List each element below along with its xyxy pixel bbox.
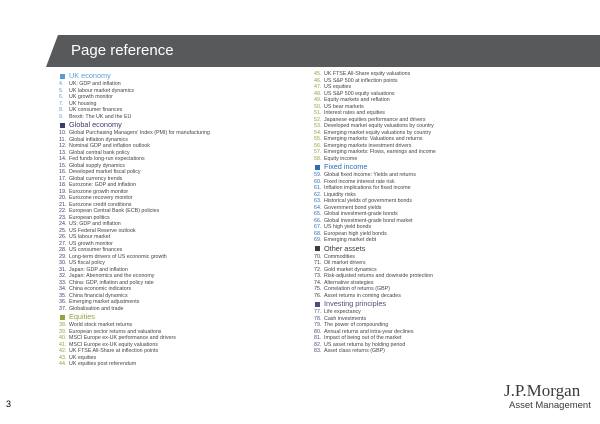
item-title: Global investment-grade bonds: [324, 211, 398, 217]
item-title: Nominal GDP and inflation outlook: [69, 143, 150, 149]
item-title: Fixed income interest rate risk: [324, 178, 395, 185]
page-num: 75.: [314, 286, 322, 292]
item-title: World stock market returns: [69, 322, 133, 328]
page-num: 19.: [59, 188, 67, 195]
section-other-assets: [314, 244, 574, 300]
page-num: 7.: [59, 100, 64, 107]
item-title: European sector returns and valuations: [69, 328, 162, 335]
page-num: 31.: [59, 266, 67, 273]
item-title: Life expectancy: [324, 309, 361, 315]
page-num: 42.: [59, 348, 67, 354]
section-title: Other assets: [324, 243, 366, 253]
item-title: Brexit: The UK and the EU: [69, 113, 132, 120]
page-num: 50.: [314, 103, 322, 110]
item-title: China economic indicators: [69, 286, 132, 292]
item-title: UK housing: [69, 100, 97, 107]
page-num: 25.: [59, 227, 67, 234]
page-title: Page reference: [71, 42, 174, 59]
item-title: Government bond yields: [324, 204, 382, 211]
page-num: 40.: [59, 335, 67, 341]
section-heading: [59, 312, 319, 322]
item-title: China financial dynamics: [69, 292, 128, 299]
item-title: Eurozone growth monitor: [69, 188, 129, 195]
page-num: 5.: [59, 87, 64, 94]
item-title: US Federal Reserve outlook: [69, 227, 136, 234]
square-bullet-icon: [315, 302, 320, 307]
item-title: UK equities post referendum: [69, 361, 137, 367]
item-title: US equities: [324, 84, 352, 90]
section-fixed-income: [314, 162, 574, 244]
page-num: 23.: [59, 214, 67, 221]
item-title: European high yield bonds: [324, 230, 387, 237]
logo-subtitle: Asset Management: [509, 400, 591, 411]
page-num: 55.: [314, 136, 322, 142]
page-num: 17.: [59, 175, 67, 182]
square-bullet-icon: [315, 246, 320, 251]
jpmorgan-logo: J.P.Morgan: [504, 381, 581, 400]
item-title: UK consumer finances: [69, 107, 123, 113]
page-num: 69.: [314, 237, 322, 243]
item-title: Global fixed income: Yields and returns: [324, 172, 416, 178]
item-title: Risk-adjusted returns and downside protection: [324, 273, 433, 279]
item-title: Emerging markets: Valuations and returns: [324, 136, 423, 142]
item-title: Fed funds long-run expectations: [69, 156, 145, 162]
item-title: Inflation implications for fixed income: [324, 185, 411, 191]
page-num: 9.: [59, 113, 64, 120]
item-title: Historical yields of government bonds: [324, 198, 413, 204]
left-column: [59, 71, 319, 368]
page-num: 61.: [314, 185, 322, 191]
item-title: Impact of being out of the market: [324, 335, 402, 341]
section-investing-principles: [314, 299, 574, 355]
item-title: Developed market fiscal policy: [69, 169, 141, 175]
section-title: Equities: [69, 312, 95, 321]
page-num: 41.: [59, 341, 67, 348]
page-num: 67.: [314, 224, 322, 230]
item-title: Global central bank policy: [69, 149, 130, 156]
item-title: The power of compounding: [324, 322, 389, 328]
item-title: Global inflation dynamics: [69, 136, 128, 143]
page-num: 26.: [59, 234, 67, 240]
page-num: 70.: [314, 253, 322, 260]
page-num: 78.: [314, 315, 322, 322]
section-equities: [59, 312, 319, 368]
section-title: Investing principles: [324, 299, 387, 308]
page-num: 63.: [314, 198, 322, 204]
item-title: UK: GDP and inflation: [69, 81, 121, 87]
item-title: Annual returns and intra-year declines: [324, 328, 414, 335]
item-title: China: GDP, inflation and policy rate: [69, 279, 154, 286]
header-notch: [46, 35, 58, 67]
page-num: 58.: [314, 155, 322, 162]
page-num: 34.: [59, 286, 67, 292]
item-title: MSCI Europe ex-UK equity valuations: [69, 341, 158, 348]
page-num: 27.: [59, 240, 67, 247]
page-num: 33.: [59, 279, 67, 286]
item-title: US high yield bonds: [324, 224, 372, 230]
page-num: 54.: [314, 129, 322, 136]
page-number: 3: [6, 399, 12, 409]
page-num: 18.: [59, 182, 67, 188]
item-title: Developed market equity valuations by country: [324, 123, 434, 129]
item-title: US asset returns by holding period: [324, 341, 406, 348]
page-num: 82.: [314, 341, 322, 348]
section-global-economy: [59, 120, 319, 312]
page-num: 76.: [314, 292, 322, 299]
page-num: 46.: [314, 77, 322, 84]
page-num: 13.: [59, 149, 67, 156]
item-title: Oil market drivers: [324, 260, 366, 266]
item-title: Globalisation and trade: [69, 305, 124, 312]
page-num: 68.: [314, 230, 322, 237]
page-num: 44.: [59, 361, 67, 367]
page-num: 56.: [314, 142, 322, 149]
item-title: Global supply dynamics: [69, 162, 125, 169]
page-num: 39.: [59, 328, 67, 335]
item-title: Emerging market equity valuations by country: [324, 129, 432, 136]
square-bullet-icon: [60, 315, 65, 320]
item-title: US growth monitor: [69, 240, 113, 247]
page-num: 48.: [314, 90, 322, 97]
reference-item[interactable]: [314, 348, 574, 355]
page-num: 59.: [314, 172, 322, 178]
page-num: 71.: [314, 260, 322, 266]
square-bullet-icon: [315, 165, 320, 170]
item-title: Commodities: [324, 253, 355, 260]
item-title: UK labour market dynamics: [69, 87, 135, 94]
page-num: 45.: [314, 71, 322, 77]
page-num: 11.: [59, 136, 66, 143]
item-title: Asset returns in coming decades: [324, 292, 401, 299]
page-num: 81.: [314, 335, 322, 341]
page-num: 64.: [314, 204, 322, 211]
page-num: 8.: [59, 107, 64, 113]
page-num: 53.: [314, 123, 322, 129]
item-title: Correlation of returns (GBP): [324, 286, 390, 292]
page-num: 49.: [314, 97, 322, 103]
section-title: Fixed income: [324, 162, 368, 171]
page-num: 79.: [314, 322, 322, 328]
page-num: 47.: [314, 84, 322, 90]
section-heading: [59, 120, 319, 130]
item-title: Eurozone credit conditions: [69, 201, 132, 208]
item-title: Gold market dynamics: [324, 266, 377, 273]
item-title: US: GDP and inflation: [69, 221, 121, 227]
item-title: US S&P 500 at inflection points: [324, 77, 398, 84]
page-num: 57.: [314, 149, 322, 155]
item-title: UK FTSE All-Share equity valuations: [324, 71, 411, 77]
page-num: 4.: [59, 81, 64, 87]
item-title: Equity income: [324, 155, 358, 162]
item-title: Emerging markets investment drivers: [324, 142, 412, 149]
reference-item[interactable]: [59, 361, 319, 368]
page-num: 77.: [314, 309, 322, 315]
item-title: US bear markets: [324, 103, 364, 110]
section-title: Global economy: [69, 120, 122, 129]
page-num: 16.: [59, 169, 67, 175]
page-num: 43.: [59, 354, 67, 361]
item-title: European Central Bank (ECB) policies: [69, 208, 160, 214]
page-num: 14.: [59, 156, 67, 162]
item-title: US fiscal policy: [69, 260, 105, 266]
item-title: Cash investments: [324, 315, 367, 322]
section-heading: [314, 244, 574, 254]
page-num: 37.: [59, 305, 67, 312]
item-title: US consumer finances: [69, 247, 123, 253]
item-title: Alternative strategies: [324, 279, 374, 286]
square-bullet-icon: [60, 74, 65, 79]
section-heading: [314, 299, 574, 309]
item-title: UK FTSE All-Share at inflection points: [69, 348, 159, 354]
page-num: 30.: [59, 260, 67, 266]
page-num: 20.: [59, 195, 67, 201]
item-title: MSCI Europe ex-UK performance and drivers: [69, 335, 176, 341]
item-title: European politics: [69, 214, 110, 221]
item-title: Global investment-grade bond market: [324, 217, 413, 224]
item-title: Liquidity risks: [324, 191, 356, 198]
page-num: 10.: [59, 130, 67, 136]
page-num: 29.: [59, 253, 67, 260]
page-num: 60.: [314, 178, 322, 185]
right-column: [314, 71, 574, 355]
item-title: Emerging market debt: [324, 237, 377, 243]
item-title: Global Purchasing Managers' Index (PMI) for manufacturing: [69, 130, 210, 136]
page-num: 22.: [59, 208, 67, 214]
page-num: 80.: [314, 328, 322, 335]
page-num: 21.: [59, 201, 67, 208]
item-title: Emerging markets: Flows, earnings and income: [324, 149, 436, 155]
item-title: Emerging market adjustments: [69, 299, 140, 305]
page-num: 83.: [314, 348, 322, 354]
item-title: Japan: GDP and inflation: [69, 266, 128, 273]
section-uk-economy: [59, 71, 319, 120]
page-num: 28.: [59, 247, 67, 253]
item-title: UK equities: [69, 354, 97, 361]
section-heading: [314, 162, 574, 172]
page-num: 38.: [59, 322, 67, 328]
page-num: 66.: [314, 217, 322, 224]
page-num: 12.: [59, 143, 67, 149]
item-title: Eurozone recovery monitor: [69, 195, 133, 201]
section-title: UK economy: [69, 71, 111, 80]
page-num: 15.: [59, 162, 67, 169]
page-num: 74.: [314, 279, 322, 286]
page-num: 73.: [314, 273, 322, 279]
item-title: UK growth monitor: [69, 94, 113, 100]
item-title: Eurozone: GDP and inflation: [69, 182, 137, 188]
page-num: 51.: [314, 110, 322, 116]
section-heading: [59, 71, 319, 81]
item-title: Global currency trends: [69, 175, 123, 182]
page-num: 24.: [59, 221, 67, 227]
item-title: Asset class returns (GBP): [324, 348, 385, 354]
item-title: US labour market: [69, 234, 111, 240]
square-bullet-icon: [60, 123, 65, 128]
item-title: Long-term drivers of US economic growth: [69, 253, 167, 260]
page-num: 62.: [314, 191, 322, 198]
page-num: 35.: [59, 292, 67, 299]
page-num: 32.: [59, 273, 67, 279]
item-title: Equity markets and reflation: [324, 97, 390, 103]
item-title: Interest rates and equities: [324, 110, 385, 116]
item-title: Japan: Abenomics and the economy: [69, 273, 155, 279]
page-num: 6.: [59, 94, 64, 100]
page-num: 65.: [314, 211, 322, 217]
page-num: 72.: [314, 266, 322, 273]
item-title: Japanese equities performance and drivers: [324, 116, 426, 123]
page-num: 36.: [59, 299, 67, 305]
item-title: US S&P 500 equity valuations: [324, 90, 395, 97]
page-num: 52.: [314, 116, 322, 123]
section-equities-cont: [314, 71, 574, 162]
